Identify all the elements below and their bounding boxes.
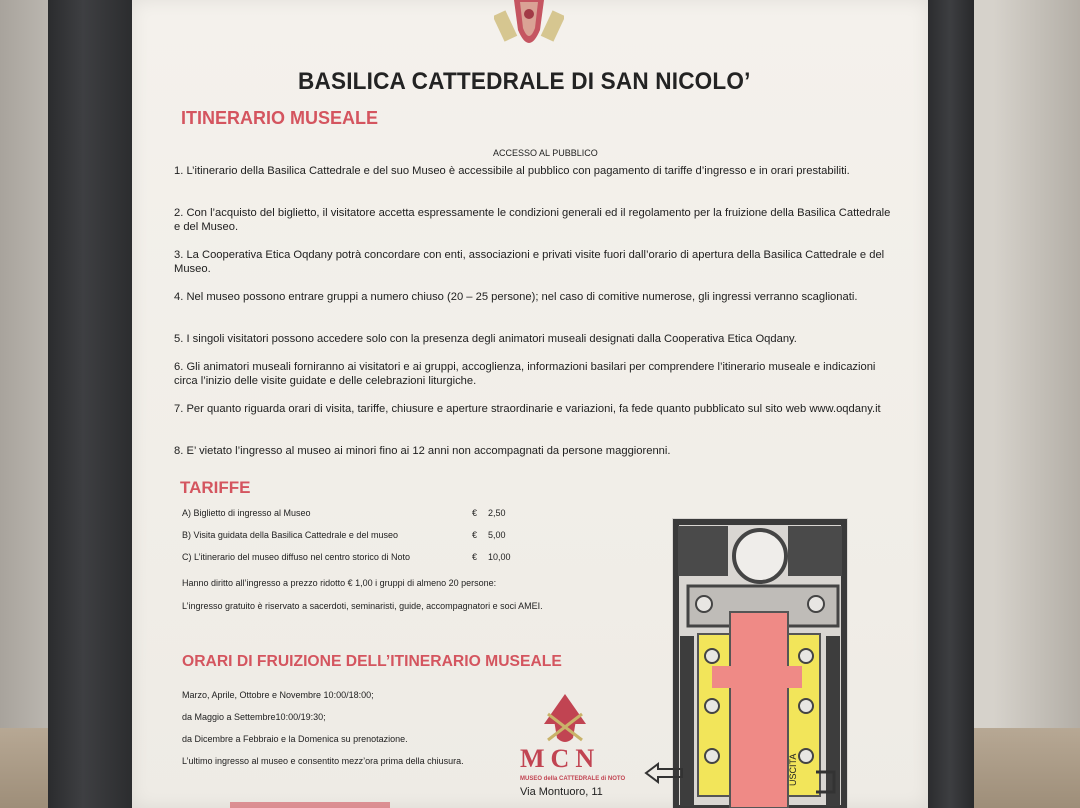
rule-item: 2. Con l’acquisto del biglietto, il visitatore accetta espressamente le condizioni generali ed il regolamento per la fruizione della Basilica Cattedrale e del Museo. xyxy=(174,207,891,233)
tariff-row xyxy=(182,530,522,552)
tariff-price: 10,00 xyxy=(488,552,511,562)
tariff-row xyxy=(182,552,522,574)
museum-address: Via Montuoro, 11 xyxy=(520,786,603,798)
cathedral-crest-icon xyxy=(494,0,564,58)
entrance-arrow-icon xyxy=(644,762,684,784)
tariffe-list xyxy=(182,508,522,574)
rules-list xyxy=(174,164,898,458)
tariff-currency: € xyxy=(472,508,478,518)
tariff-label: B) Visita guidata della Basilica Cattedrale e del museo xyxy=(182,530,398,540)
hours-line: L’ultimo ingresso al museo e consentito mezz’ora prima della chiusura. xyxy=(182,756,464,766)
tariff-price: 5,00 xyxy=(488,530,506,540)
opening-hours xyxy=(182,684,464,772)
hours-line: da Dicembre a Febbraio e la Domenica su prenotazione. xyxy=(182,734,408,744)
cathedral-floor-plan xyxy=(668,516,852,808)
next-section-heading-cut xyxy=(230,802,390,808)
section-heading-itinerario: ITINERARIO MUSEALE xyxy=(181,108,379,128)
exit-label: USCITA xyxy=(788,753,798,786)
display-stand-left xyxy=(48,0,136,808)
poster-title: BASILICA CATTEDRALE DI SAN NICOLO’ xyxy=(298,68,751,95)
hours-line: da Maggio a Settembre10:00/19:30; xyxy=(182,712,326,722)
access-heading: ACCESSO AL PUBBLICO xyxy=(493,148,598,158)
tariff-currency: € xyxy=(472,552,478,562)
section-heading-tariffe: TARIFFE xyxy=(180,478,251,497)
display-stand-right xyxy=(926,0,974,808)
rule-item: 7. Per quanto riguarda orari di visita, tariffe, chiusure e aperture straordinarie e variazioni, fa fede quanto pubblicato sul sito web www.oqdany.it xyxy=(174,403,881,415)
free-entry-note: L’ingresso gratuito è riservato a sacerdoti, seminaristi, guide, accompagnatori e soci AMEI. xyxy=(182,601,543,611)
rule-item: 1. L’itinerario della Basilica Cattedrale e del suo Museo è accessibile al pubblico con pagamento di tariffe d’ingresso e in orari prestabiliti. xyxy=(174,165,850,177)
reduced-price-note: Hanno diritto all’ingresso a prezzo ridotto € 1,00 i gruppi di almeno 20 persone: xyxy=(182,578,497,588)
tariff-currency: € xyxy=(472,530,478,540)
museum-logo-subtitle: MUSEO della CATTEDRALE di NOTO xyxy=(520,776,626,782)
rule-item: 5. I singoli visitatori possono accedere solo con la presenza degli animatori museali designati dalla Cooperativa Etica Oqdany. xyxy=(174,333,797,345)
museum-logo-letters: MCN xyxy=(520,744,601,773)
rule-item: 6. Gli animatori museali forniranno ai visitatori e ai gruppi, accoglienza, informazioni basilari per comprendere l’itinerario museale e indicazioni circa l’inizio delle visite guidate e delle celebrazioni liturgiche. xyxy=(174,361,876,387)
rule-item: 8. E’ vietato l’ingresso al museo ai minori fino ai 12 anni non accompagnati da persone maggiorenni. xyxy=(174,445,671,457)
tariff-price: 2,50 xyxy=(488,508,506,518)
rule-item: 4. Nel museo possono entrare gruppi a numero chiuso (20 – 25 persone); nel caso di comitive numerose, gli ingressi verranno scaglionati. xyxy=(174,291,858,303)
tariff-label: A) Biglietto di ingresso al Museo xyxy=(182,508,311,518)
museum-crest-icon xyxy=(540,694,590,746)
tariff-label: C) L’itinerario del museo diffuso nel centro storico di Noto xyxy=(182,552,410,562)
hours-line: Marzo, Aprile, Ottobre e Novembre 10:00/18:00; xyxy=(182,690,374,700)
tariff-row xyxy=(182,508,522,530)
section-heading-orari: ORARI DI FRUIZIONE DELL’ITINERARIO MUSEALE xyxy=(182,653,562,670)
rule-item: 3. La Cooperativa Etica Oqdany potrà concordare con enti, associazioni e privati visite fuori dall’orario di apertura della Basilica Cattedrale e del Museo. xyxy=(174,249,885,275)
